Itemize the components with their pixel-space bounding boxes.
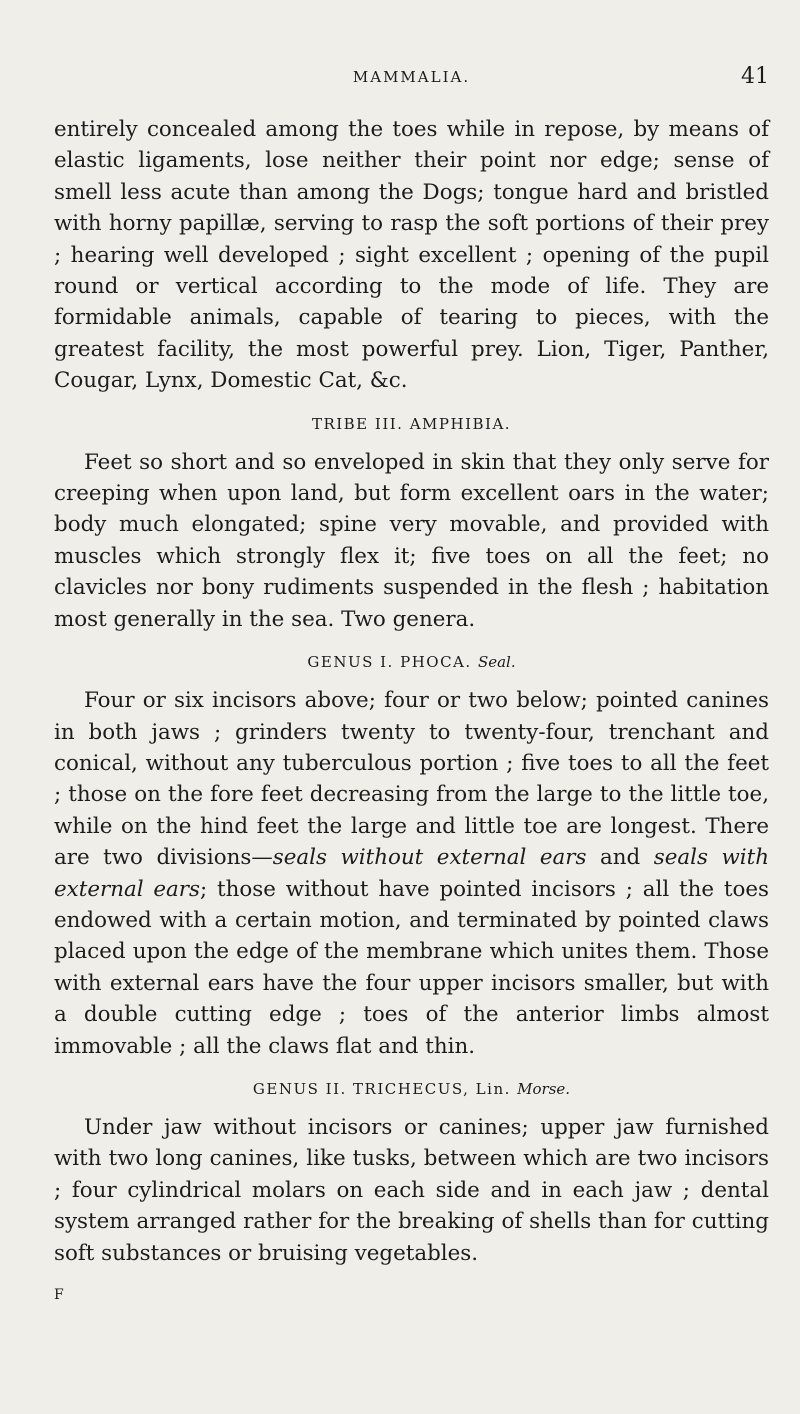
- genus-common-name: Morse.: [517, 1079, 571, 1098]
- genus-common-name: Seal.: [477, 653, 516, 672]
- phoca-text-end: ; those without have pointed incisors ; all the toes endowed with a certain motion, and terminated by pointed claws placed upon the edge of the membrane which unites them. Those with external ears have the four upper incisors smaller, but with a double cutting edge ; toes of the anterior limbs almost immovable ; all the claws flat and thin.: [54, 876, 769, 1059]
- paragraph-phoca: [54, 685, 769, 1062]
- genus-heading-phoca: [54, 653, 769, 671]
- book-page: [54, 64, 769, 1303]
- phoca-italic-division-2: seals with external ears: [54, 845, 769, 902]
- genus-heading-text: GENUS II. TRICHECUS, Lin.: [252, 1079, 511, 1098]
- signature-mark: F: [54, 1287, 65, 1303]
- running-head: MAMMALIA.: [352, 68, 471, 86]
- phoca-text-and: and: [586, 845, 654, 871]
- page-header: [54, 64, 769, 96]
- tribe-heading: [54, 415, 769, 433]
- genus-heading-trichecus: [54, 1080, 769, 1098]
- phoca-text-start: Four or six incisors above; four or two below; pointed canines in both jaws ; grinders twenty to twenty-four, trenchant and conical, without any tuberculous portion ; five toes to all the feet ; those on the fore feet decreasing from the large to the little toe, while on the hind feet the large and little toe are longest. There are two divisions—: [54, 688, 769, 871]
- paragraph-felidae-continued: entirely concealed among the toes while in repose, by means of elastic ligaments, lose neither their point nor edge; sense of smell less acute than among the Dogs; tongue hard and bristled with horny papillæ, serving to rasp the soft portions of their prey ; hearing well developed ; sight excellent ; opening of the pupil round or vertical according to the mode of life. They are formidable animals, capable of tearing to pieces, with the greatest facility, the most powerful prey. Lion, Tiger, Panther, Cougar, Lynx, Domestic Cat, &c.: [54, 117, 769, 394]
- page-number: 41: [741, 64, 769, 89]
- paragraph-trichecus: Under jaw without incisors or canines; upper jaw furnished with two long canines, like tusks, between which are two incisors ; four cylindrical molars on each side and in each jaw ; dental system arranged rather for the breaking of shells than for cutting soft substances or bruising vegetables.: [54, 1114, 769, 1266]
- paragraph-amphibia: Feet so short and so enveloped in skin that they only serve for creeping when upon land, but form excellent oars in the water; body much elongated; spine very movable, and provided with muscles which strongly flex it; five toes on all the feet; no clavicles nor bony rudiments suspended in the flesh ; habitation most generally in the sea. Two genera.: [54, 449, 769, 632]
- tribe-heading-text: TRIBE III. AMPHIBIA.: [311, 414, 512, 433]
- phoca-italic-division-1: seals without external ears: [272, 845, 587, 871]
- genus-heading-text: GENUS I. PHOCA.: [307, 653, 472, 672]
